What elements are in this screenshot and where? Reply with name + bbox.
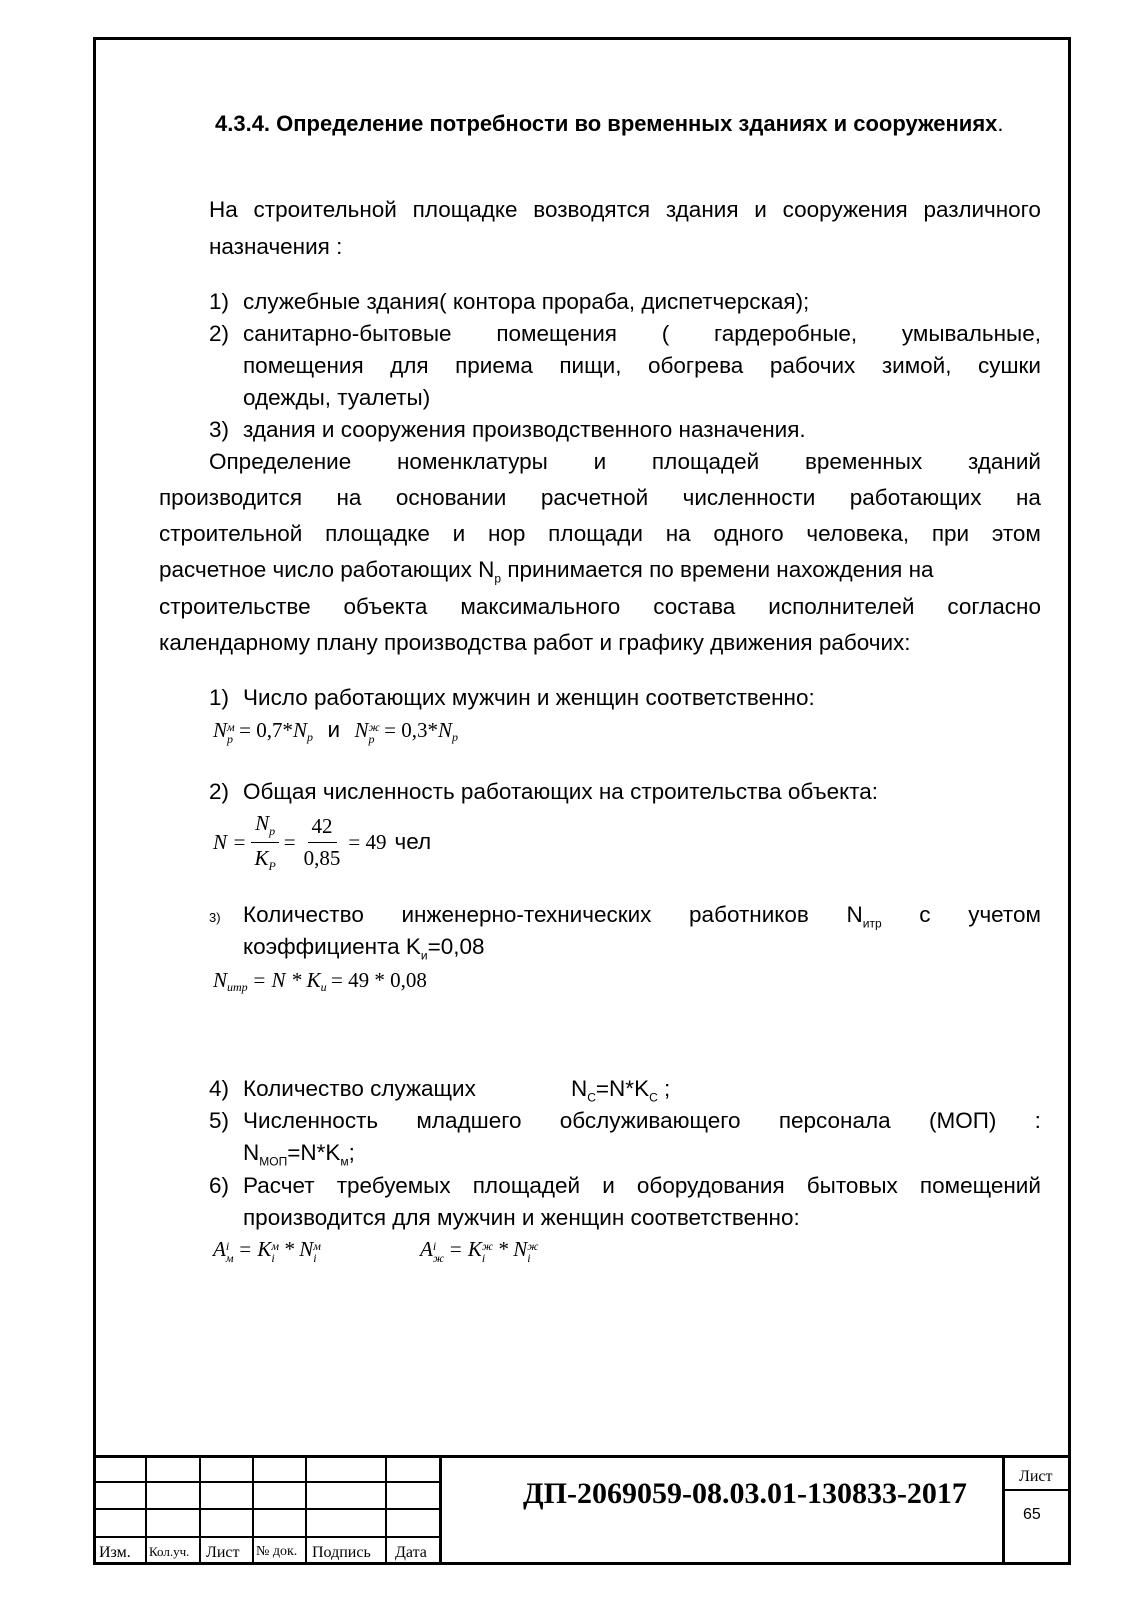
list3-item-6-line-2: производится для мужчин и женщин соответственно: <box>243 1205 800 1230</box>
section-heading <box>215 111 1004 137</box>
intro-line-1: На строительной площадке возводятся здания и сооружения различного <box>209 197 1041 222</box>
list3-item-4: 4) Количество служащих <box>209 1076 476 1101</box>
sheet-label: Лист <box>1019 1468 1053 1485</box>
list3-item-5: 5) Численность младшего обслуживающего персонала (МОП) : <box>209 1108 1041 1133</box>
heading-title: 4.3.4. Определение потребности во временных зданиях и сооружениях <box>215 111 998 136</box>
formula-nc: $N_C=N*K_C$ ; <box>571 1076 671 1105</box>
para-line-2: производится на основании расчетной численности работающих на <box>159 485 1041 510</box>
list-item-2: 2) санитарно-бытовые помещения ( гардеробные, умывальные, <box>209 321 1041 346</box>
formula-area-women: A i ж = K ж i * N ж i <box>420 1237 539 1265</box>
list2-item-1: 1) Число работающих мужчин и женщин соответственно: <box>209 685 815 710</box>
document-number: ДП-2069059-08.03.01-130833-2017 <box>523 1477 967 1510</box>
formula-nmop: $N_{МОП}=N*K_м$; <box>243 1140 355 1169</box>
sheet-number: 65 <box>1023 1506 1041 1523</box>
stamp-label-list: Лист <box>206 1544 240 1561</box>
stamp-label-kol: Кол.уч. <box>149 1544 190 1559</box>
stamp-label-signature: Подпись <box>312 1544 371 1561</box>
formula-area-men: A i м = K м i * N м i <box>213 1237 321 1265</box>
list2-item-3-line-2: коэффициента $K_и=0,08$ <box>243 934 485 963</box>
heading-dot: . <box>997 111 1004 136</box>
list-item-1: 1) служебные здания( контора прораба, диспетчерская); <box>209 289 810 314</box>
para-line-3: строительной площадке и нор площади на одного человека, при этом <box>159 521 1041 546</box>
list2-item-3: 3) Количество инженерно-технических работников $N_{итр}$ с учетом <box>209 902 1041 931</box>
list-item-3: 3) здания и сооружения производственного назначения. <box>209 417 806 442</box>
stamp-label-date: Дата <box>395 1544 427 1561</box>
list2-item-2: 2) Общая численность работающих на строительства объекта: <box>209 779 879 804</box>
formula-workers-split: N м р = $0,7*N_р$ и N ж р = $0,3*N_р$ <box>213 717 458 746</box>
formula-itr: $N_{итр} = N * K_и = 49 * 0,08$ <box>213 968 427 995</box>
list-item-2-line-3: одежды, туалеты) <box>243 385 431 410</box>
title-block <box>93 1455 1071 1565</box>
intro-line-2: назначения : <box>209 234 343 259</box>
list-item-2-line-2: помещения для приема пищи, обогрева рабочих зимой, сушки <box>243 353 1041 378</box>
formula-total-workers: N = $\frac{N_р}{K_Р}$ = $\frac{42}{0,85}$ = 49 чел <box>213 811 432 874</box>
para-line-4: расчетное число работающих $N_р$ принимается по времени нахождения на <box>159 557 934 586</box>
para-line-1: Определение номенклатуры и площадей временных зданий <box>209 449 1041 474</box>
stamp-label-doc: № док. <box>256 1544 298 1559</box>
para-line-6: календарному плану производства работ и графику движения рабочих: <box>159 630 911 655</box>
para-line-5: строительстве объекта максимального состава исполнителей согласно <box>159 594 1041 619</box>
list3-item-6: 6) Расчет требуемых площадей и оборудования бытовых помещений <box>209 1173 1041 1198</box>
stamp-label-izm: Изм. <box>99 1544 131 1561</box>
